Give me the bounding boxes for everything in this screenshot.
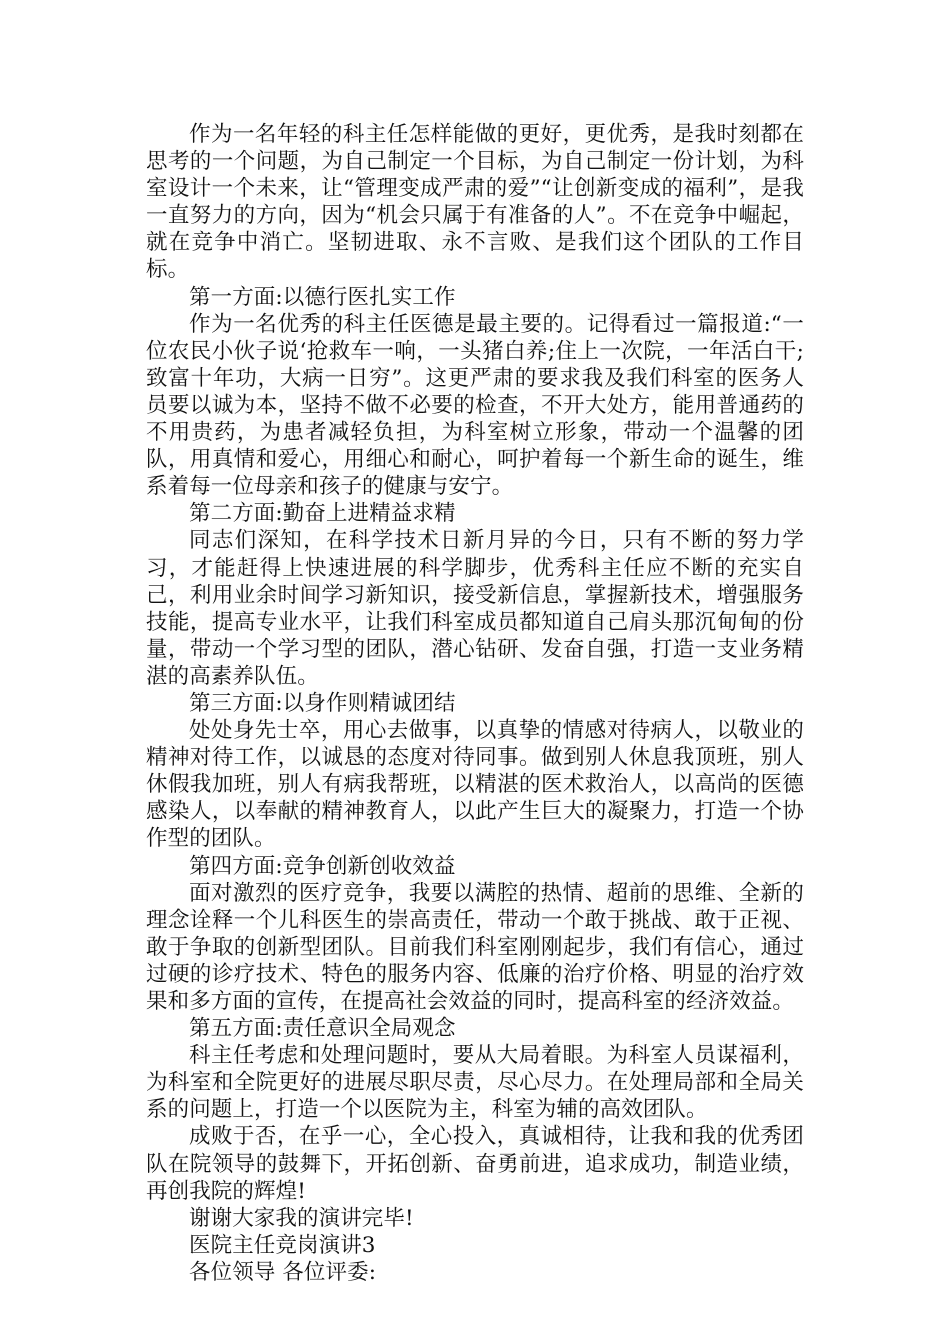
paragraph-intro: 作为一名年轻的科主任怎样能做的更好，更优秀，是我时刻都在思考的一个问题，为自己制定一个目标，为自己制定一份计划，为科室设计一个未来，让“管理变成严肃的爱”“让创新变成的福利”，是我一直努力的方向，因为“机会只属于有准备的人”。不在竞争中崛起，就在竞争中消亡。坚韧进取、永不言败、是我们这个团队的工作目标。 [146, 122, 804, 283]
section-heading-3: 第三方面:以身作则精诚团结 [189, 690, 456, 716]
paragraph-thanks: 谢谢大家我的演讲完毕! [189, 1205, 414, 1231]
section-heading-4: 第四方面:竞争创新创收效益 [189, 853, 456, 879]
section-heading-5: 第五方面:责任意识全局观念 [189, 1016, 456, 1042]
document-body [146, 121, 804, 1286]
paragraph-section-3: 处处身先士卒，用心去做事，以真挚的情感对待病人，以敬业的精神对待工作，以诚恳的态度对待同事。做到别人休息我顶班，别人休假我加班，别人有病我帮班，以精湛的医术救治人，以高尚的医德感染人，以奉献的精神教育人，以此产生巨大的凝聚力，打造一个协作型的团队。 [146, 718, 804, 852]
salutation: 各位领导 各位评委: [189, 1259, 377, 1285]
paragraph-conclusion: 成败于否，在乎一心，全心投入，真诚相待，让我和我的优秀团队在院领导的鼓舞下，开拓创新、奋勇前进，追求成功，制造业绩，再创我院的辉煌! [146, 1124, 804, 1204]
section-heading-1: 第一方面:以德行医扎实工作 [189, 284, 456, 310]
paragraph-section-5: 科主任考虑和处理问题时，要从大局着眼。为科室人员谋福利，为科室和全院更好的进展尽职尽责，尽心尽力。在处理局部和全局关系的问题上，打造一个以医院为主，科室为辅的高效团队。 [146, 1043, 804, 1123]
speech-title: 医院主任竞岗演讲3 [189, 1232, 376, 1258]
paragraph-section-4: 面对激烈的医疗竞争，我要以满腔的热情、超前的思维、全新的理念诠释一个儿科医生的崇高责任，带动一个敢于挑战、敢于正视、敢于争取的创新型团队。目前我们科室刚刚起步，我们有信心，通过过硬的诊疗技术、特色的服务内容、低廉的治疗价格、明显的治疗效果和多方面的宣传，在提高社会效益的同时，提高科室的经济效益。 [146, 880, 804, 1014]
section-heading-2: 第二方面:勤奋上进精益求精 [189, 501, 456, 527]
paragraph-section-1: 作为一名优秀的科主任医德是最主要的。记得看过一篇报道:“一位农民小伙子说‘抢救车一响，一头猪白养;住上一次院，一年活白干;致富十年功，大病一日穷”。这更严肃的要求我及我们科室的医务人员要以诚为本，坚持不做不必要的检查，不开大处方，能用普通药的不用贵药，为患者减轻负担，为科室树立形象，带动一个温馨的团队，用真情和爱心，用细心和耐心，呵护着每一个新生命的诞生，维系着每一位母亲和孩子的健康与安宁。 [146, 311, 804, 500]
paragraph-section-2: 同志们深知，在科学技术日新月异的今日，只有不断的努力学习，才能赶得上快速进展的科学脚步，优秀科主任应不断的充实自己，利用业余时间学习新知识，接受新信息，掌握新技术，增强服务技能，提高专业水平，让我们科室成员都知道自己肩头那沉甸甸的份量，带动一个学习型的团队，潜心钻研、发奋自强，打造一支业务精湛的高素养队伍。 [146, 528, 804, 689]
